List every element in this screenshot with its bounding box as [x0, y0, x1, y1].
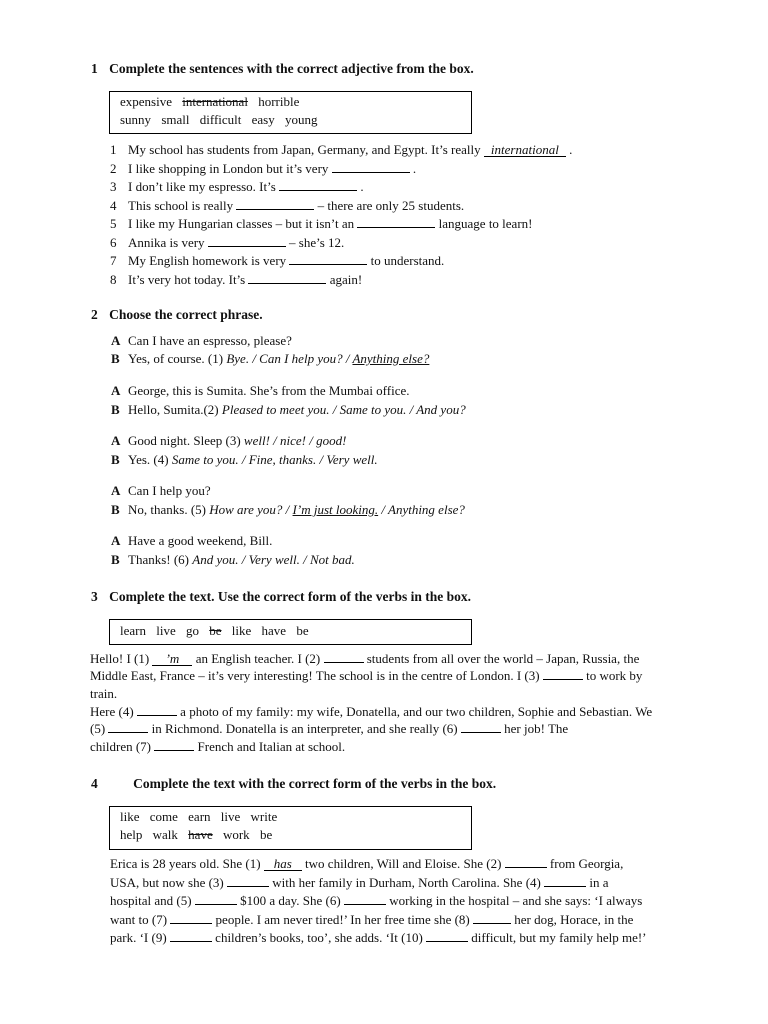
- sentence-text: .: [357, 179, 364, 194]
- phrase-options: Pleased to meet you. / Same to you. / And you?: [221, 402, 466, 417]
- text-segment: USA, but now she (3): [110, 875, 227, 890]
- adjective-box-row-1: [120, 94, 306, 110]
- text-segment: difficult, but my family help me!’: [468, 930, 647, 945]
- text-segment: people. I am never tired!’ In her free time she (8): [212, 912, 474, 927]
- sentence-number: 1: [110, 142, 117, 157]
- text-segment: students from all over the world – Japan, Russia, the: [363, 651, 640, 666]
- verb-box-3-row: [120, 623, 316, 639]
- answer-blank[interactable]: [137, 704, 177, 716]
- sentence-text: I like my Hungarian classes – but it isn’t an: [128, 216, 358, 231]
- text-3-line-1: [90, 651, 639, 667]
- text-segment: an English teacher. I (2): [192, 651, 324, 666]
- answer-blank[interactable]: [227, 875, 269, 887]
- word-help: help: [120, 827, 143, 842]
- word-live: live: [220, 809, 241, 824]
- answer-blank[interactable]: [344, 893, 386, 905]
- section-2-number: 2: [91, 307, 98, 322]
- answer-example: ’m: [152, 653, 192, 666]
- speaker-a-label: A: [111, 383, 121, 398]
- sentence-item: [110, 235, 344, 251]
- section-2-heading: [91, 307, 263, 323]
- phrase-options: How are you? /: [209, 502, 293, 517]
- word-like: like: [120, 809, 140, 824]
- word-have: have: [261, 623, 287, 638]
- text-4-line-4: [110, 912, 633, 928]
- phrase-options: Bye. / Can I help you? /: [226, 351, 353, 366]
- section-1-number: 1: [91, 61, 98, 76]
- sentence-number: 8: [110, 271, 117, 287]
- sentence-item: [110, 142, 572, 158]
- word-expensive: expensive: [120, 94, 172, 109]
- text-segment: Hello! I (1): [90, 651, 153, 666]
- text-segment: want to (7): [110, 912, 171, 927]
- answer-blank[interactable]: [195, 893, 237, 905]
- text-segment: Erica is 28 years old. She (1): [110, 856, 264, 871]
- speaker-a-label: A: [111, 433, 121, 448]
- section-4-title: Complete the text with the correct form of the verbs in the box.: [133, 776, 497, 791]
- answer-example: has: [264, 858, 302, 871]
- sentence-text: – she’s 12.: [285, 234, 345, 250]
- sentence-number: 2: [110, 160, 117, 176]
- answer-blank[interactable]: [236, 198, 314, 210]
- word-come: come: [149, 809, 178, 824]
- sentence-text: .: [409, 160, 417, 176]
- word-write: write: [250, 809, 278, 824]
- text-segment: in Richmond. Donatella is an interpreter, and she really (6): [148, 721, 461, 736]
- adjective-box-row-2: [120, 112, 324, 128]
- section-3-heading: [91, 589, 471, 605]
- word-work: work: [222, 827, 250, 842]
- speaker-a-label: A: [111, 483, 121, 498]
- text-3-line-4: [90, 704, 652, 720]
- phrase-options: / Anything else?: [378, 502, 465, 517]
- text-3-line-3: [90, 686, 117, 702]
- speaker-b-label: B: [111, 402, 120, 417]
- answer-example: international: [484, 144, 566, 157]
- speaker-b-label: B: [111, 351, 120, 366]
- sentence-text: Annika is very: [128, 234, 208, 250]
- word-sunny: sunny: [120, 112, 152, 127]
- text-segment: working in the hospital – and she says: ‘I always: [385, 893, 643, 908]
- verb-box-3: [109, 619, 472, 645]
- sentence-number: 3: [110, 179, 117, 194]
- word-small: small: [161, 112, 190, 127]
- dialogue-line: No, thanks. (5): [128, 502, 210, 517]
- text-segment: two children, Will and Eloise. She (2): [301, 856, 505, 871]
- answer-blank[interactable]: [170, 912, 212, 924]
- text-segment: $100 a day. She (6): [236, 893, 344, 908]
- dialogue-line: Can I have an espresso, please?: [128, 333, 292, 348]
- dialogue-line: Thanks! (6): [128, 552, 193, 567]
- text-3-line-6: [90, 739, 345, 755]
- word-be: be: [296, 623, 309, 638]
- dialogue-4-a: [111, 483, 211, 499]
- section-4-number: 4: [91, 776, 98, 791]
- sentence-number: 4: [110, 197, 117, 213]
- answer-blank[interactable]: [505, 856, 547, 868]
- word-have-crossed: have: [188, 827, 213, 842]
- text-4-line-1: [110, 856, 623, 872]
- answer-blank[interactable]: [332, 161, 410, 173]
- text-segment: in a: [586, 875, 609, 890]
- text-segment: from Georgia,: [546, 856, 624, 871]
- sentence-item: [110, 216, 532, 232]
- verb-box-4-row-2: [120, 827, 279, 843]
- answer-blank[interactable]: [357, 216, 435, 228]
- sentence-text: I don’t like my espresso. It’s: [128, 179, 280, 194]
- answer-blank[interactable]: [543, 668, 583, 680]
- dialogue-1-a: [111, 333, 292, 349]
- sentence-number: 5: [110, 216, 117, 231]
- word-easy: easy: [251, 112, 275, 127]
- text-segment: to work by: [582, 668, 643, 683]
- answer-blank[interactable]: [248, 272, 326, 284]
- word-learn: learn: [120, 623, 146, 638]
- section-4-heading: [91, 776, 496, 792]
- answer-blank[interactable]: [461, 721, 501, 733]
- answer-marked: I’m just looking.: [292, 502, 379, 517]
- word-like: like: [231, 623, 252, 638]
- word-international-crossed: international: [182, 94, 248, 109]
- text-segment: a photo of my family: my wife, Donatella, and our two children, Sophie and Sebastian. We: [176, 704, 653, 719]
- answer-blank[interactable]: [289, 253, 367, 265]
- word-be: be: [259, 827, 273, 842]
- text-4-line-5: [110, 930, 647, 946]
- section-1-heading: [91, 61, 474, 77]
- dialogue-2-b: [111, 402, 466, 418]
- text-segment: her dog, Horace, in the: [511, 912, 634, 927]
- word-earn: earn: [188, 809, 211, 824]
- word-difficult: difficult: [199, 112, 242, 127]
- speaker-b-label: B: [111, 552, 120, 567]
- sentence-text: to understand.: [367, 253, 445, 268]
- sentence-text: language to learn!: [435, 216, 533, 231]
- text-segment: park. ‘I (9): [110, 930, 170, 945]
- sentence-text: My English homework is very: [128, 253, 290, 268]
- text-segment: her job! The: [500, 721, 569, 736]
- answer-blank[interactable]: [208, 235, 286, 247]
- text-3-line-2: [90, 668, 642, 684]
- sentence-item: [110, 253, 444, 269]
- sentence-text: This school is really: [128, 197, 237, 213]
- section-1-title: Complete the sentences with the correct adjective from the box.: [109, 61, 474, 76]
- text-segment: French and Italian at school.: [194, 739, 346, 754]
- text-segment: with her family in Durham, North Carolina. She (4): [269, 875, 545, 890]
- answer-blank[interactable]: [324, 651, 364, 663]
- word-walk: walk: [152, 827, 178, 842]
- sentence-item: [110, 272, 362, 288]
- text-segment: (5): [90, 721, 109, 736]
- word-be-crossed: be: [209, 623, 222, 638]
- answer-blank[interactable]: [544, 875, 586, 887]
- dialogue-line: Can I help you?: [128, 483, 211, 498]
- text-4-line-3: [110, 893, 642, 909]
- dialogue-line: George, this is Sumita. She’s from the Mumbai office.: [128, 383, 410, 398]
- sentence-text: My school has students from Japan, Germany, and Egypt. It’s really: [128, 142, 484, 157]
- section-3-number: 3: [91, 589, 98, 604]
- word-young: young: [284, 112, 318, 127]
- sentence-number: 7: [110, 253, 117, 268]
- phrase-options: well! / nice! / good!: [243, 433, 347, 448]
- sentence-number: 6: [110, 234, 117, 250]
- phrase-options: And you. / Very well. / Not bad.: [192, 552, 355, 567]
- answer-blank[interactable]: [473, 912, 511, 924]
- text-segment: children (7): [90, 739, 155, 754]
- text-segment: Middle East, France – it’s very interesting! The school is in the centre of London. I (3): [90, 668, 543, 683]
- speaker-a-label: A: [111, 533, 121, 548]
- dialogue-5-b: [111, 552, 355, 568]
- word-horrible: horrible: [258, 94, 300, 109]
- dialogue-line: Good night. Sleep (3): [128, 433, 244, 448]
- verb-box-4-row-1: [120, 809, 284, 825]
- speaker-a-label: A: [111, 333, 121, 348]
- text-segment: hospital and (5): [110, 893, 195, 908]
- section-2-title: Choose the correct phrase.: [109, 307, 263, 322]
- text-segment: train.: [90, 686, 118, 701]
- sentence-text: It’s very hot today. It’s: [128, 271, 249, 287]
- section-3-title: Complete the text. Use the correct form of the verbs in the box.: [109, 589, 472, 604]
- adjective-box: [109, 91, 472, 134]
- answer-blank[interactable]: [154, 739, 194, 751]
- sentence-text: I like shopping in London but it’s very: [128, 160, 332, 176]
- dialogue-line: Have a good weekend, Bill.: [128, 533, 273, 548]
- sentence-text: again!: [326, 271, 363, 287]
- dialogue-3-b: [111, 452, 378, 468]
- verb-box-4: [109, 806, 472, 850]
- speaker-b-label: B: [111, 452, 120, 467]
- dialogue-2-a: [111, 383, 410, 399]
- text-4-line-2: [110, 875, 609, 891]
- answer-blank[interactable]: [170, 930, 212, 942]
- sentence-item: [110, 161, 416, 177]
- sentence-item: [110, 179, 364, 195]
- sentence-text: .: [565, 142, 573, 157]
- dialogue-line: Yes. (4): [128, 452, 172, 467]
- dialogue-line: Hello, Sumita.(2): [128, 402, 222, 417]
- answer-blank[interactable]: [279, 179, 357, 191]
- word-live: live: [156, 623, 176, 638]
- text-3-line-5: [90, 721, 568, 737]
- answer-blank[interactable]: [426, 930, 468, 942]
- answer-example: Anything else?: [352, 351, 430, 366]
- speaker-b-label: B: [111, 502, 120, 517]
- dialogue-1-b: [111, 351, 429, 367]
- dialogue-3-a: [111, 433, 346, 449]
- text-segment: Here (4): [90, 704, 137, 719]
- text-segment: children’s books, too’, she adds. ‘It (10): [211, 930, 427, 945]
- word-go: go: [185, 623, 199, 638]
- phrase-options: Same to you. / Fine, thanks. / Very well.: [171, 452, 378, 467]
- sentence-item: [110, 198, 464, 214]
- answer-blank[interactable]: [108, 721, 148, 733]
- dialogue-4-b: [111, 502, 465, 518]
- dialogue-5-a: [111, 533, 272, 549]
- sentence-text: – there are only 25 students.: [314, 197, 465, 213]
- dialogue-line: Yes, of course. (1): [128, 351, 227, 366]
